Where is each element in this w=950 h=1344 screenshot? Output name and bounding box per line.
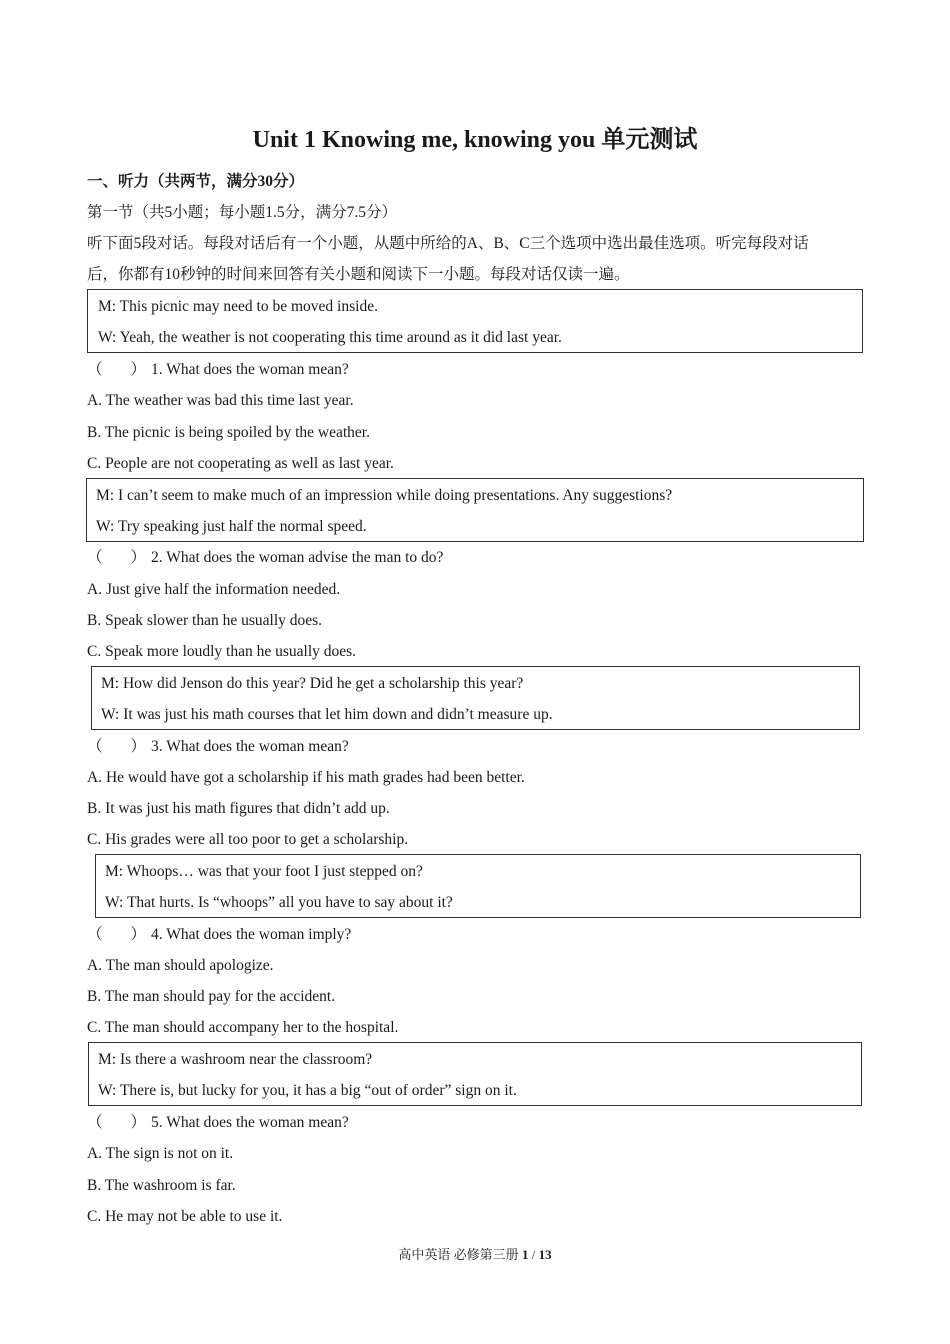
page-separator: / xyxy=(531,1247,536,1262)
instructions-line-2: 后，你都有10秒钟的时间来回答有关小题和阅读下一小题。每段对话仅读一遍。 xyxy=(87,266,630,283)
option-c: C. He may not be able to use it. xyxy=(87,1208,283,1225)
question-stem-2 xyxy=(87,548,443,568)
dialogue-box-1 xyxy=(87,289,863,353)
answer-blank-close: ） xyxy=(130,361,147,378)
dialogue-box-2 xyxy=(86,478,864,542)
dialogue-line: M: Whoops… was that your foot I just stepped on? xyxy=(105,863,423,880)
question-text: 4. What does the woman imply? xyxy=(151,926,352,943)
part-label: 第一节（共5小题；每小题1.5分，满分7.5分） xyxy=(87,204,398,221)
answer-blank-close: ） xyxy=(130,549,147,566)
question-text: 2. What does the woman advise the man to do? xyxy=(151,549,444,566)
dialogue-box-3 xyxy=(91,666,860,730)
instructions-line-1: 听下面5段对话。每段对话后有一个小题，从题中所给的A、B、C三个选项中选出最佳选项。听完每段对话 xyxy=(87,235,809,252)
option-a: A. He would have got a scholarship if his math grades had been better. xyxy=(87,769,525,786)
dialogue-line: M: I can’t seem to make much of an impression while doing presentations. Any suggestions? xyxy=(96,487,673,504)
option-a: A. Just give half the information needed. xyxy=(87,581,341,598)
dialogue-box-5 xyxy=(88,1042,862,1106)
option-b: B. The picnic is being spoiled by the weather. xyxy=(87,424,370,441)
option-a: A. The man should apologize. xyxy=(87,957,274,974)
section-heading: 一、听力（共两节，满分30分） xyxy=(87,173,305,190)
question-stem-4 xyxy=(87,925,351,945)
dialogue-line: W: There is, but lucky for you, it has a big “out of order” sign on it. xyxy=(98,1082,517,1099)
dialogue-line: W: Try speaking just half the normal speed. xyxy=(96,518,367,535)
option-b: B. The man should pay for the accident. xyxy=(87,988,336,1005)
page-title: Unit 1 Knowing me, knowing you 单元测试 xyxy=(252,127,698,153)
answer-blank-close: ） xyxy=(130,926,147,943)
dialogue-line: M: Is there a washroom near the classroom? xyxy=(98,1051,373,1068)
dialogue-line: M: This picnic may need to be moved inside. xyxy=(98,298,378,315)
option-a: A. The sign is not on it. xyxy=(87,1145,234,1162)
option-b: B. Speak slower than he usually does. xyxy=(87,612,323,629)
question-text: 1. What does the woman mean? xyxy=(151,361,349,378)
answer-blank-open[interactable]: （ xyxy=(87,361,103,378)
option-b: B. It was just his math figures that didn’t add up. xyxy=(87,800,390,817)
option-a: A. The weather was bad this time last year. xyxy=(87,392,354,409)
footer-text: 高中英语 必修第三册 xyxy=(398,1247,519,1262)
dialogue-line: W: Yeah, the weather is not cooperating this time around as it did last year. xyxy=(98,329,562,346)
dialogue-line: M: How did Jenson do this year? Did he get a scholarship this year? xyxy=(101,675,524,692)
page-footer xyxy=(0,1246,950,1264)
option-b: B. The washroom is far. xyxy=(87,1177,236,1194)
answer-blank-open[interactable]: （ xyxy=(87,738,103,755)
answer-blank-close: ） xyxy=(130,738,147,755)
question-stem-5 xyxy=(87,1113,349,1133)
question-text: 5. What does the woman mean? xyxy=(151,1114,349,1131)
answer-blank-open[interactable]: （ xyxy=(87,926,103,943)
answer-blank-open[interactable]: （ xyxy=(87,1114,103,1131)
dialogue-line: W: It was just his math courses that let him down and didn’t measure up. xyxy=(101,706,553,723)
answer-blank-open[interactable]: （ xyxy=(87,549,103,566)
option-c: C. His grades were all too poor to get a scholarship. xyxy=(87,831,409,848)
dialogue-box-4 xyxy=(95,854,861,918)
dialogue-line: W: That hurts. Is “whoops” all you have to say about it? xyxy=(105,894,453,911)
answer-blank-close: ） xyxy=(130,1114,147,1131)
page-total: 13 xyxy=(538,1247,552,1262)
option-c: C. People are not cooperating as well as last year. xyxy=(87,455,394,472)
page-current: 1 xyxy=(521,1247,529,1262)
option-c: C. The man should accompany her to the hospital. xyxy=(87,1019,399,1036)
question-text: 3. What does the woman mean? xyxy=(151,738,349,755)
question-stem-3 xyxy=(87,737,349,757)
option-c: C. Speak more loudly than he usually does. xyxy=(87,643,357,660)
question-stem-1 xyxy=(87,360,349,380)
